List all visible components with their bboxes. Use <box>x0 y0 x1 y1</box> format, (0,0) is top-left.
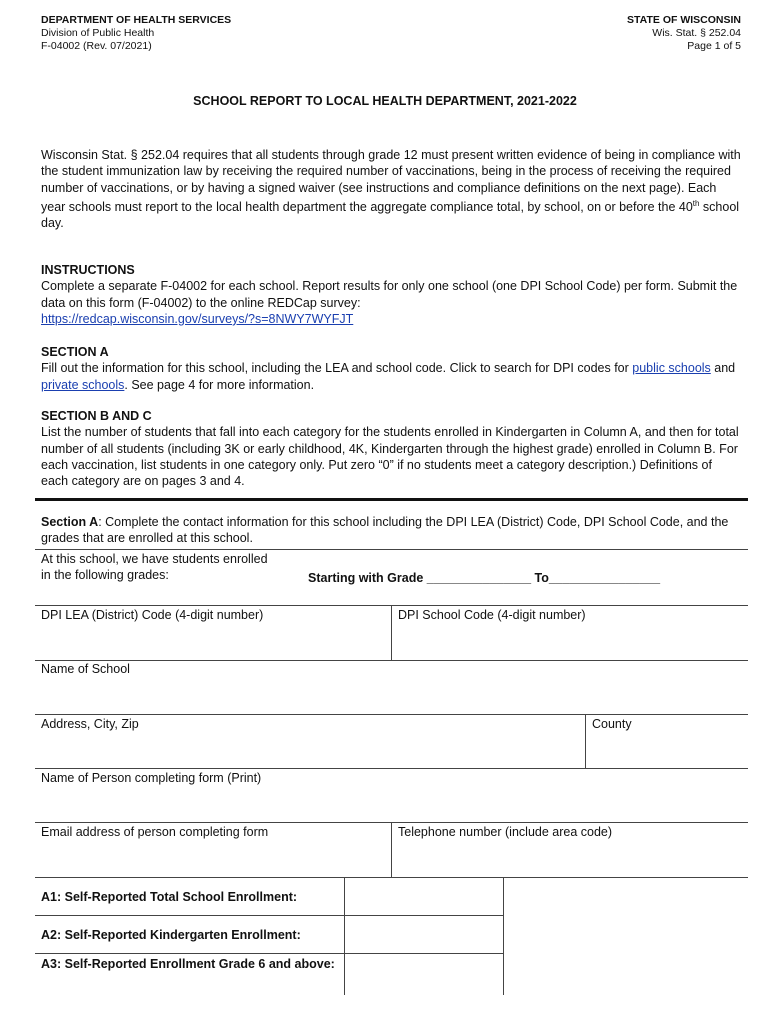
rule <box>35 549 748 550</box>
section-bc-heading: SECTION B AND C <box>41 409 152 423</box>
rule <box>503 877 504 995</box>
rule <box>35 660 748 661</box>
phone-input[interactable] <box>398 843 743 873</box>
county-input[interactable] <box>592 735 742 765</box>
person-name-input[interactable] <box>41 789 741 819</box>
grades-range-field[interactable]: Starting with Grade _______________ To________________ <box>308 571 661 585</box>
lea-code-input[interactable] <box>41 626 386 656</box>
school-code-label: DPI School Code (4-digit number) <box>398 608 586 622</box>
page-title: SCHOOL REPORT TO LOCAL HEALTH DEPARTMENT, 2021-2022 <box>193 94 577 108</box>
a2-kindergarten-enrollment-input[interactable] <box>348 918 500 951</box>
form-number: F-04002 (Rev. 07/2021) <box>41 40 152 52</box>
email-input[interactable] <box>41 843 386 873</box>
private-schools-link[interactable]: private schools <box>41 377 125 392</box>
section-a-text-and: and <box>710 361 736 376</box>
email-label: Email address of person completing form <box>41 825 269 839</box>
section-bc-instructions <box>41 408 741 489</box>
redcap-survey-link[interactable]: https://redcap.wisconsin.gov/surveys/?s=8NWY7WYFJT <box>41 311 354 326</box>
section-a-heading: SECTION A <box>41 345 109 359</box>
grades-label-line2: in the following grades: <box>41 568 169 582</box>
a1-label: A1: Self-Reported Total School Enrollment: <box>41 890 298 904</box>
section-a-text-start: Fill out the information for this school, including the LEA and school code. Click to search for DPI codes for <box>41 361 633 376</box>
instructions-block <box>41 262 741 327</box>
intro-superscript: th <box>692 198 700 208</box>
rule <box>391 605 392 660</box>
section-a-form-text: : Complete the contact information for this school including the DPI LEA (District) Code, DPI School Code, and the grades that are enrolled at this school. <box>41 515 729 546</box>
page-number: Page 1 of 5 <box>687 40 741 52</box>
state-name: STATE OF WISCONSIN <box>627 14 741 26</box>
lea-code-label: DPI LEA (District) Code (4-digit number) <box>41 608 264 622</box>
school-name-label: Name of School <box>41 662 130 676</box>
county-label: County <box>592 717 632 731</box>
address-input[interactable] <box>41 735 579 765</box>
public-schools-link[interactable]: public schools <box>632 361 711 376</box>
grades-label-line1: At this school, we have students enrolled <box>41 552 268 566</box>
a1-total-enrollment-input[interactable] <box>348 880 500 913</box>
division-name: Division of Public Health <box>41 27 155 39</box>
instructions-text: Complete a separate F-04002 for each school. Report results for only one school (one DPI School Code) per form. Submit the data on this form (F-04002) to the online REDCap survey: <box>41 279 738 310</box>
address-label: Address, City, Zip <box>41 717 139 731</box>
school-code-input[interactable] <box>398 626 743 656</box>
school-name-input[interactable] <box>41 680 741 710</box>
phone-label: Telephone number (include area code) <box>398 825 613 839</box>
section-a-text-end: . See page 4 for more information. <box>124 377 315 392</box>
rule <box>585 714 586 768</box>
section-a-text <box>41 360 741 393</box>
intro-text: Wisconsin Stat. § 252.04 requires that all students through grade 12 must present written evidence of being in compliance with the student immunization law by receiving the required number of vaccinations, being in the process of receiving the required number of vaccinations, or by having a signed waiver (see instructions and compliance definitions on the next page). Each year schools must report to the local health department the aggregate compliance total, by school, on or before the 40 <box>41 148 741 215</box>
a3-grade6-enrollment-input[interactable] <box>348 956 500 992</box>
header-left <box>41 14 231 53</box>
rule <box>35 768 748 769</box>
rule <box>35 953 503 954</box>
a3-label: A3: Self-Reported Enrollment Grade 6 and above: <box>41 957 335 971</box>
intro-paragraph <box>41 147 741 232</box>
a2-label: A2: Self-Reported Kindergarten Enrollment: <box>41 928 301 942</box>
section-a-instructions <box>41 344 741 393</box>
grades-label <box>41 551 268 583</box>
person-name-label: Name of Person completing form (Print) <box>41 771 262 785</box>
rule <box>35 915 503 916</box>
header-right <box>627 14 741 53</box>
section-a-label: Section A <box>41 515 99 529</box>
rule <box>391 822 392 877</box>
department-name: DEPARTMENT OF HEALTH SERVICES <box>41 14 232 26</box>
rule <box>35 877 748 878</box>
section-a-form-intro <box>41 514 741 547</box>
statute-ref: Wis. Stat. § 252.04 <box>652 27 741 39</box>
rule <box>35 714 748 715</box>
intro-text-end: school day. <box>41 200 740 231</box>
section-bc-text: List the number of students that fall into each category for the students enrolled in Kindergarten in Column A, and then for total number of all students (including 3K or early childhood, 4K, Kindergarten through the highest grade) enrolled in Column B. For each vaccination, list students in one category only. Put zero “0” if no students meet a category description.) Definitions of each category are on pages 3 and 4. <box>41 425 739 489</box>
rule <box>344 877 345 995</box>
instructions-heading: INSTRUCTIONS <box>41 263 135 277</box>
section-divider <box>35 498 748 501</box>
